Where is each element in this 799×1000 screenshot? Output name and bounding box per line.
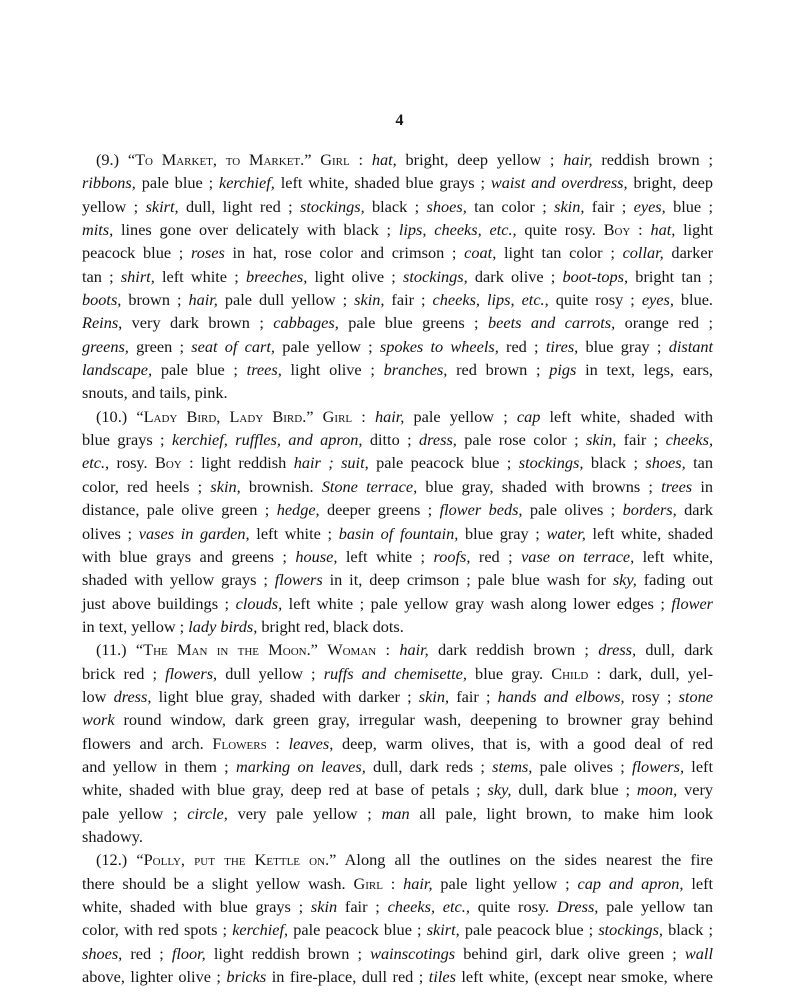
text-line: [82, 311, 713, 334]
text-line: [82, 428, 713, 451]
italic-term: dress,: [113, 686, 152, 706]
italic-term: hedge,: [276, 500, 320, 520]
text-run: :: [266, 733, 289, 753]
text-run: dull, dark reds ;: [365, 756, 493, 776]
text-run: white, shaded with blue grays ;: [82, 897, 311, 916]
italic-term: bricks: [226, 967, 267, 987]
text-run: bright, deep yellow ;: [396, 150, 564, 169]
text-run: pale yellow ;: [82, 803, 188, 823]
italic-term: skin,: [586, 430, 617, 450]
italic-term: borders,: [622, 500, 677, 520]
italic-term: flowers,: [632, 756, 685, 776]
text-run: (9.) “: [96, 150, 136, 169]
text-line: [82, 708, 713, 731]
italic-term: landscape,: [82, 360, 153, 380]
text-run: in it, deep crimson ; pale blue wash for: [322, 570, 613, 590]
text-run: dark olive ;: [467, 266, 563, 286]
italic-term: basin of fountain,: [338, 523, 459, 543]
text-run: color, with red spots ;: [82, 920, 233, 940]
italic-term: flowers,: [165, 663, 218, 683]
text-run: left white, shaded blue grays ;: [274, 173, 491, 193]
text-run: pale dull yellow ;: [217, 290, 355, 310]
italic-term: sky,: [612, 570, 637, 590]
italic-term: work: [82, 710, 115, 730]
text-run: fair ;: [384, 290, 433, 310]
italic-term: hat,: [650, 220, 676, 240]
italic-term: stockings,: [299, 196, 365, 216]
text-line: [82, 545, 713, 568]
text-run: pale peacock blue ;: [459, 920, 599, 940]
small-caps-heading: Boy: [603, 220, 631, 240]
italic-term: hair ; suit,: [293, 453, 369, 473]
italic-term: coat,: [464, 243, 497, 263]
text-run: light tan color ;: [496, 243, 623, 263]
text-line: [82, 802, 713, 825]
italic-term: etc.,: [82, 453, 110, 473]
text-run: round window, dark green gray, irregular wash, deepening to browner gray behind: [114, 710, 713, 730]
italic-term: mits,: [82, 220, 114, 240]
text-run: fair ;: [616, 430, 666, 450]
italic-term: hair,: [403, 873, 433, 893]
italic-term: flowers: [274, 570, 323, 590]
text-line: [82, 335, 713, 358]
italic-term: Dress,: [556, 897, 599, 916]
text-run: brownish.: [240, 476, 322, 496]
text-line: [82, 918, 713, 941]
text-run: dull, dark: [636, 640, 714, 660]
italic-term: skin,: [554, 196, 585, 216]
text-line: [82, 405, 713, 428]
text-run: ”: [310, 640, 328, 660]
text-run: dull, dark blue ;: [511, 780, 637, 800]
small-caps-heading: Flowers: [212, 733, 267, 753]
text-run: yellow ;: [82, 196, 146, 216]
text-run: very dark brown ;: [122, 313, 274, 333]
italic-term: clouds,: [235, 593, 283, 613]
italic-term: cap and apron,: [577, 873, 684, 893]
text-run: in hat, rose color and crimson ;: [224, 243, 465, 263]
text-run: left white ;: [154, 266, 246, 286]
italic-term: collar,: [622, 243, 664, 263]
italic-term: boot-tops,: [562, 266, 629, 286]
text-run: ” Along all the outlines on the sides nearest the fire: [329, 850, 714, 870]
text-run: and yellow in them ;: [82, 756, 236, 776]
text-line: [82, 288, 713, 311]
text-run: blue.: [673, 290, 714, 310]
italic-term: stockings,: [598, 920, 663, 940]
italic-term: house,: [295, 546, 338, 566]
italic-term: trees,: [246, 360, 282, 380]
text-run: pale olives ;: [522, 500, 623, 520]
italic-term: waist and overdress,: [490, 173, 628, 193]
text-line: [82, 942, 713, 965]
text-line: [82, 218, 713, 241]
text-run: there should be a slight yellow wash.: [82, 873, 354, 893]
text-run: :: [349, 150, 372, 169]
italic-term: skin,: [418, 686, 450, 706]
text-line: [82, 685, 713, 708]
text-run: green ;: [128, 336, 192, 356]
italic-term: cheeks, etc.,: [387, 897, 470, 916]
text-run: low: [82, 686, 114, 706]
italic-term: lips, cheeks, etc.,: [398, 220, 517, 240]
text-run: light olive ;: [307, 266, 404, 286]
italic-term: greens,: [82, 336, 129, 356]
text-run: red ;: [498, 336, 546, 356]
text-run: fair ;: [337, 897, 388, 916]
text-run: blue gray ;: [458, 523, 547, 543]
text-run: red ;: [470, 546, 522, 566]
text-run: with blue grays and greens ;: [82, 546, 296, 566]
text-line: [82, 568, 713, 591]
text-run: ”: [304, 150, 321, 169]
text-run: black ;: [583, 453, 646, 473]
italic-term: stockings,: [403, 266, 468, 286]
italic-term: kerchief,: [218, 173, 275, 193]
italic-term: shoes,: [426, 196, 467, 216]
italic-term: wall: [684, 943, 713, 963]
italic-term: flower beds,: [439, 500, 523, 520]
body-text: [82, 148, 713, 988]
italic-term: flower: [671, 593, 714, 613]
small-caps-heading: Polly, put the Kettle on.: [143, 850, 330, 870]
text-run: black ;: [364, 196, 427, 216]
italic-term: hat,: [371, 150, 397, 169]
text-run: behind girl, dark olive green ;: [455, 943, 685, 963]
italic-term: trees: [661, 476, 693, 496]
italic-term: shoes,: [82, 943, 123, 963]
text-run: darker: [663, 243, 714, 263]
small-caps-heading: Girl: [322, 406, 353, 426]
italic-term: spokes to wheels,: [379, 336, 499, 356]
text-line: [82, 755, 713, 778]
text-run: shadowy.: [82, 826, 143, 846]
italic-term: boots,: [82, 290, 122, 310]
italic-term: cheeks, lips, etc.,: [432, 290, 549, 310]
text-run: pale light yellow ;: [432, 873, 578, 893]
text-line: [82, 778, 713, 801]
text-line: [82, 265, 713, 288]
text-run: fading out: [636, 570, 713, 590]
italic-term: stems,: [492, 756, 533, 776]
text-run: pale blue ;: [152, 360, 247, 380]
text-run: fair ;: [584, 196, 634, 216]
text-run: : light reddish: [181, 453, 294, 473]
text-run: left white, shaded: [585, 523, 714, 543]
text-line: [82, 615, 713, 638]
italic-term: sky,: [487, 780, 512, 800]
text-run: blue gray ;: [578, 336, 669, 356]
text-run: pale olives ;: [532, 756, 632, 776]
text-run: red brown ;: [447, 360, 550, 380]
small-caps-heading: Girl: [320, 150, 350, 169]
text-run: in: [692, 476, 713, 496]
text-run: peacock blue ;: [82, 243, 192, 263]
italic-term: ribbons,: [82, 173, 136, 193]
text-run: left white ;: [249, 523, 339, 543]
text-run: dark reddish brown ;: [428, 640, 599, 660]
italic-term: vases in garden,: [138, 523, 250, 543]
italic-term: skin,: [354, 290, 385, 310]
small-caps-heading: Lady Bird, Lady Bird.: [143, 406, 307, 426]
text-run: dark: [676, 500, 714, 520]
text-line: [82, 498, 713, 521]
italic-term: lady birds,: [188, 616, 258, 636]
italic-term: wainscotings: [370, 943, 456, 963]
small-caps-heading: Boy: [155, 453, 182, 473]
text-run: white, shaded with blue gray, deep red at base of petals ;: [82, 780, 488, 800]
text-run: blue gray, shaded with browns ;: [417, 476, 662, 496]
italic-term: ruffs and chemisette,: [323, 663, 467, 683]
italic-term: beets and carrots,: [487, 313, 616, 333]
text-run: left: [684, 756, 713, 776]
text-run: tan color ;: [466, 196, 555, 216]
text-run: olives ;: [82, 523, 139, 543]
text-line: [82, 381, 713, 404]
paragraph-9: [82, 148, 713, 405]
italic-term: leaves,: [288, 733, 334, 753]
small-caps-heading: Woman: [327, 640, 377, 660]
text-line: [82, 195, 713, 218]
italic-term: shirt,: [120, 266, 155, 286]
text-line: [82, 241, 713, 264]
text-run: left white ; pale yellow gray wash along lower edges ;: [282, 593, 672, 613]
text-run: quite rosy ;: [548, 290, 642, 310]
text-run: pale yellow ;: [274, 336, 380, 356]
italic-term: stockings,: [518, 453, 584, 473]
text-run: above, lighter olive ;: [82, 967, 227, 987]
italic-term: dress,: [598, 640, 637, 660]
text-run: pale yellow ;: [404, 406, 517, 426]
italic-term: skin: [310, 897, 338, 916]
text-run: lines gone over delicately with black ;: [113, 220, 399, 240]
text-run: (10.) “: [96, 406, 144, 426]
text-run: left white,: [634, 546, 714, 566]
paragraph-12: [82, 848, 713, 988]
text-line: [82, 451, 713, 474]
text-run: deep, warm olives, that is, with a good deal of red: [333, 733, 713, 753]
italic-term: Stone terrace,: [321, 476, 418, 496]
text-run: left white, shaded with: [540, 406, 714, 426]
text-run: in text, legs, ears,: [576, 360, 713, 380]
text-run: pale rose color ;: [456, 430, 586, 450]
text-run: snouts, and tails, pink.: [82, 383, 228, 403]
text-run: :: [352, 406, 375, 426]
text-run: dull yellow ;: [217, 663, 324, 683]
italic-term: cabbages,: [273, 313, 339, 333]
italic-term: moon,: [636, 780, 678, 800]
text-run: :: [376, 640, 400, 660]
paragraph-10: [82, 405, 713, 638]
text-line: [82, 872, 713, 895]
text-line: [82, 848, 713, 871]
text-run: all pale, light brown, to make him look: [409, 803, 713, 823]
text-line: [82, 358, 713, 381]
italic-term: tires,: [545, 336, 579, 356]
italic-term: pigs: [549, 360, 577, 380]
text-run: light olive ;: [281, 360, 384, 380]
text-line: [82, 965, 713, 988]
text-line: [82, 895, 713, 918]
italic-term: cheeks,: [665, 430, 714, 450]
italic-term: hair,: [399, 640, 429, 660]
italic-term: dress,: [419, 430, 457, 450]
text-line: [82, 732, 713, 755]
text-line: [82, 592, 713, 615]
italic-term: skin,: [210, 476, 241, 496]
italic-term: stone: [678, 686, 713, 706]
text-run: deeper greens ;: [319, 500, 440, 520]
italic-term: circle,: [187, 803, 228, 823]
italic-term: eyes,: [633, 196, 666, 216]
text-run: in fire-place, dull red ;: [266, 967, 429, 987]
text-run: very pale yellow ;: [227, 803, 382, 823]
text-run: blue ;: [665, 196, 713, 216]
text-line: [82, 171, 713, 194]
text-run: ditto ;: [362, 430, 420, 450]
text-run: fair ;: [449, 686, 498, 706]
italic-term: kerchief, ruffles, and apron,: [171, 430, 363, 450]
italic-term: floor,: [171, 943, 206, 963]
text-run: pale peacock blue ;: [368, 453, 519, 473]
text-run: :: [382, 873, 404, 893]
text-line: [82, 638, 713, 661]
text-run: rosy.: [109, 453, 155, 473]
text-run: very: [677, 780, 714, 800]
text-line: [82, 522, 713, 545]
text-run: tan ;: [82, 266, 121, 286]
text-run: left white, (except near smoke, where: [455, 967, 713, 987]
small-caps-heading: Child: [551, 663, 589, 683]
text-run: bright, deep: [627, 173, 713, 193]
text-run: bright red, black dots.: [257, 616, 404, 636]
text-run: (12.) “: [96, 850, 144, 870]
text-run: left white ;: [337, 546, 434, 566]
text-run: distance, pale olive green ;: [82, 500, 277, 520]
text-run: color, red heels ;: [82, 476, 211, 496]
text-line: [82, 148, 713, 171]
italic-term: man: [381, 803, 410, 823]
text-run: red ;: [122, 943, 172, 963]
small-caps-heading: To Market, to Market.: [135, 150, 305, 169]
text-run: : dark, dull, yel-: [588, 663, 714, 683]
italic-term: cap: [516, 406, 541, 426]
text-run: pale blue greens ;: [338, 313, 488, 333]
paragraph-11: [82, 638, 713, 848]
italic-term: water,: [546, 523, 586, 543]
text-run: pale blue ;: [135, 173, 219, 193]
italic-term: hair,: [374, 406, 405, 426]
italic-term: hair,: [563, 150, 593, 169]
small-caps-heading: Girl: [353, 873, 383, 893]
italic-term: breeches,: [245, 266, 308, 286]
italic-term: hair,: [188, 290, 218, 310]
italic-term: shoes,: [645, 453, 686, 473]
italic-term: branches,: [383, 360, 448, 380]
small-caps-heading: The Man in the Moon.: [143, 640, 311, 660]
text-run: blue gray.: [466, 663, 552, 683]
italic-term: hands and elbows,: [497, 686, 625, 706]
text-run: reddish brown ;: [592, 150, 714, 169]
text-line: [82, 662, 713, 685]
italic-term: skirt,: [426, 920, 460, 940]
italic-term: roses: [191, 243, 225, 263]
italic-term: vase on terrace,: [521, 546, 635, 566]
italic-term: marking on leaves,: [235, 756, 366, 776]
text-run: flowers and arch.: [82, 733, 213, 753]
text-run: in text, yellow ;: [82, 616, 189, 636]
text-run: pale peacock blue ;: [288, 920, 427, 940]
text-run: brick red ;: [82, 663, 166, 683]
text-run: brown ;: [121, 290, 189, 310]
text-run: light reddish brown ;: [205, 943, 371, 963]
italic-term: roofs,: [433, 546, 471, 566]
text-run: tan: [685, 453, 713, 473]
text-run: dull, light red ;: [178, 196, 300, 216]
text-run: ”: [306, 406, 323, 426]
text-run: orange red ;: [615, 313, 713, 333]
text-line: [82, 475, 713, 498]
italic-term: kerchief,: [232, 920, 289, 940]
italic-term: seat of cart,: [191, 336, 275, 356]
text-run: blue grays ;: [82, 430, 172, 450]
text-run: quite rosy.: [516, 220, 604, 240]
text-run: rosy ;: [624, 686, 679, 706]
text-run: quite rosy.: [469, 897, 557, 916]
italic-term: tiles: [428, 967, 456, 987]
page-number: 4: [395, 112, 404, 129]
text-run: shaded with yellow grays ;: [82, 570, 275, 590]
text-run: pale yellow tan: [598, 897, 714, 916]
text-run: light blue gray, shaded with darker ;: [151, 686, 419, 706]
text-run: black ;: [662, 920, 713, 940]
text-line: [82, 825, 713, 848]
text-run: just above buildings ;: [82, 593, 236, 613]
italic-term: skirt,: [145, 196, 179, 216]
italic-term: distant: [668, 336, 714, 356]
text-run: bright tan ;: [628, 266, 714, 286]
text-run: (11.) “: [96, 640, 144, 660]
text-run: light: [675, 220, 713, 240]
text-run: left: [683, 873, 714, 893]
text-run: :: [630, 220, 651, 240]
italic-term: Reins,: [82, 313, 123, 333]
italic-term: eyes,: [641, 290, 674, 310]
